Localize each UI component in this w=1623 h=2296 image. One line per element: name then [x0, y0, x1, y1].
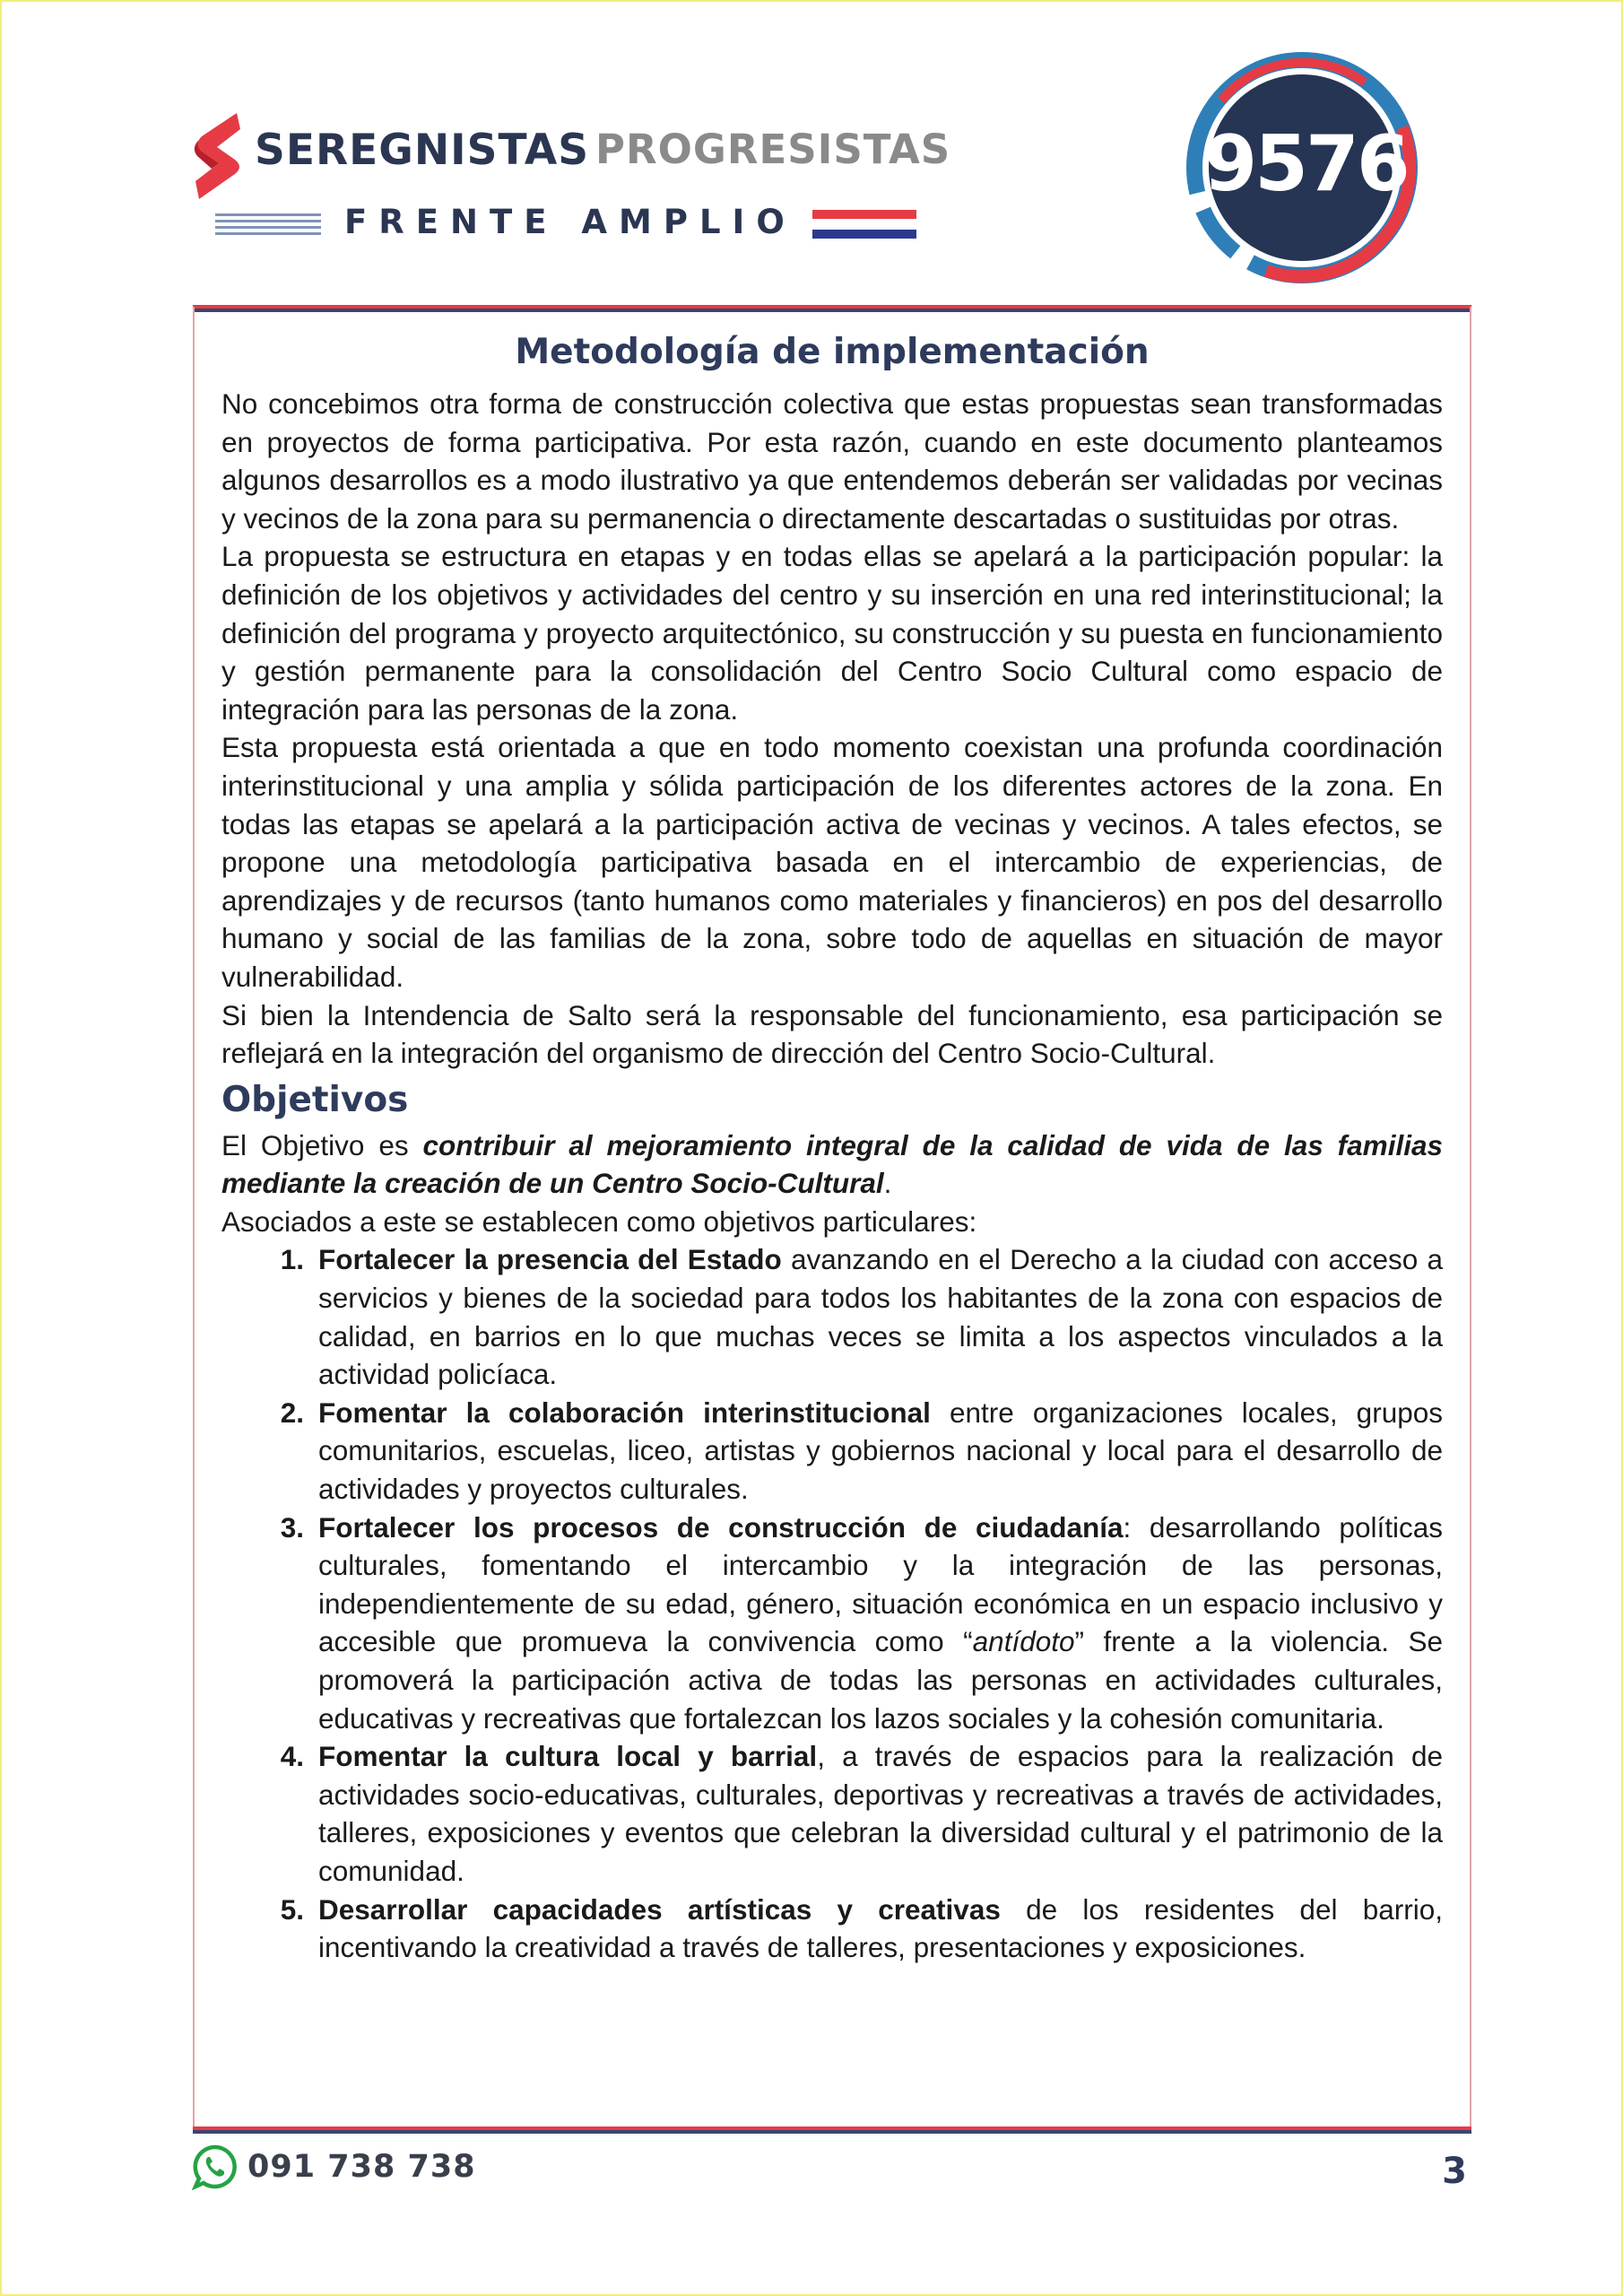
whatsapp-icon: [192, 2144, 239, 2190]
item-heading: Fomentar la cultura local y barrial: [318, 1740, 818, 1773]
item-heading: Desarrollar capacidades artísticas y creativas: [318, 1892, 1001, 1926]
item-number: 5.: [280, 1892, 304, 1926]
item-number: 3.: [280, 1510, 304, 1544]
brand-progresistas: PROGRESISTAS: [595, 126, 951, 173]
list-item: [280, 1394, 1444, 1509]
phone-number: 091 738 738: [247, 2149, 476, 2185]
brand-frente-amplio: FRENTE AMPLIO: [344, 203, 796, 241]
objective-prefix: El Objetivo es: [221, 1128, 423, 1161]
item-text: , a través de espacios para la realización de actividades socio-educativas, culturales, deportivas y recreativas a través de actividades, talleres, exposiciones y eventos que celebran la diversidad cultural y el patrimonio de la comunidad.: [318, 1740, 1444, 1887]
paragraph: Si bien la Intendencia de Salto será la responsable del funcionamiento, esa participación se reflejará en la integración del organismo de dirección del Centro Socio-Cultural.: [221, 998, 1443, 1070]
paragraph: La propuesta se estructura en etapas y en todas ellas se apelará a la participación popular: la definición de los objetivos y actividades del centro y su inserción en una red interinstitucional; la definición del programa y proyecto arquitectónico, su construcción y su puesta en funcionamiento y gestión permanente para la consolidación del Centro Socio Cultural como espacio de integración para las personas de la zona.: [221, 540, 1443, 726]
frente-amplio-flag-icon: [812, 210, 916, 239]
list-item: [280, 1509, 1443, 1738]
item-number: 4.: [280, 1740, 304, 1773]
paragraph: No concebimos otra forma de construcción colectiva que estas propuestas sean transformadas en proyectos de forma participativa. Por esta razón, cuando en este documento planteamos algunos desarrollos es a modo ilustrativo ya que entendemos deberán ser validadas por vecinas y vecinos de la zona para su permanencia o directamente descartadas o sustituidas por otras.: [221, 387, 1443, 535]
objective-suffix: .: [883, 1167, 892, 1200]
objective-emphasis: contribuir al mejoramiento integral de la calidad de vida de las familias mediante la creación de un Centro Socio-Cultural: [221, 1128, 1443, 1200]
footer-contact: [192, 2140, 476, 2194]
frente-amplio-stripes-icon: [215, 212, 321, 239]
objectives-intro: Asociados a este se establecen como objetivos particulares:: [221, 1205, 977, 1238]
item-heading: Fortalecer la presencia del Estado: [318, 1243, 782, 1276]
page-number: 3: [1442, 2151, 1467, 2192]
list-item: [280, 1891, 1443, 1967]
item-text: ” frente a la violencia. Se promoverá la participación activa de todas las personas en actividades culturales, educativas y recreativas que fortalezcan los lazos sociales y la cohesión comunitaria.: [318, 1625, 1443, 1735]
item-italic: antídoto: [972, 1625, 1075, 1658]
bottom-divider: [193, 2126, 1471, 2134]
brand-seregnistas: SEREGNISTAS: [255, 126, 590, 175]
item-number: 1.: [280, 1243, 304, 1276]
section-title-objetivos: Objetivos: [221, 1079, 409, 1120]
item-number: 2.: [280, 1396, 304, 1429]
item-heading: Fortalecer los procesos de construcción de ciudadanía: [318, 1510, 1124, 1544]
item-text: entre organizaciones locales, grupos comunitarios, escuelas, liceo, artistas y gobiernos nacional y local para el desarrollo de actividades y proyectos culturales.: [318, 1396, 1444, 1506]
list-item: [280, 1737, 1444, 1890]
item-heading: Fomentar la colaboración interinstitucional: [318, 1396, 931, 1429]
list-number-badge: [1159, 29, 1445, 307]
item-text: avanzando en el Derecho a la ciudad con acceso a servicios y bienes de la sociedad para todos los habitantes de la zona con espacios de calidad, en barrios en lo que muchas veces se limita a los aspectos vinculados a la actividad policíaca.: [318, 1243, 1443, 1391]
item-text: : desarrollando políticas culturales, fomentando el intercambio y la integración de las personas, independientemente de su edad, género, situación económica en un espacio inclusivo y accesible que promueva la convivencia como “: [318, 1510, 1443, 1658]
party-logo: [192, 102, 963, 255]
section-title-metodologia: Metodología de implementación: [515, 332, 1150, 372]
paragraph: Esta propuesta está orientada a que en todo momento coexistan una profunda coordinación interinstitucional y una amplia y sólida participación de los diferentes actores de la zona. En todas las etapas se apelará a la participación activa de vecinas y vecinos. A tales efectos, se propone una metodología participativa basada en el intercambio de experiencias, de aprendizajes y de recursos (tanto humanos como materiales y financieros) en pos del desarrollo humano y social de las familias de la zona, sobre todo de aquellas en situación de mayor vulnerabilidad.: [221, 731, 1443, 993]
document-body: [221, 320, 1443, 1967]
item-text: de los residentes del barrio, incentivando la creatividad a través de talleres, presentaciones y exposiciones.: [318, 1892, 1443, 1964]
seregnistas-s-logo-icon: [192, 111, 244, 201]
main-objective: [221, 1126, 1443, 1203]
list-item: [280, 1240, 1443, 1393]
objectives-list: [221, 1240, 1443, 1966]
list-number: 9576: [1203, 119, 1408, 209]
